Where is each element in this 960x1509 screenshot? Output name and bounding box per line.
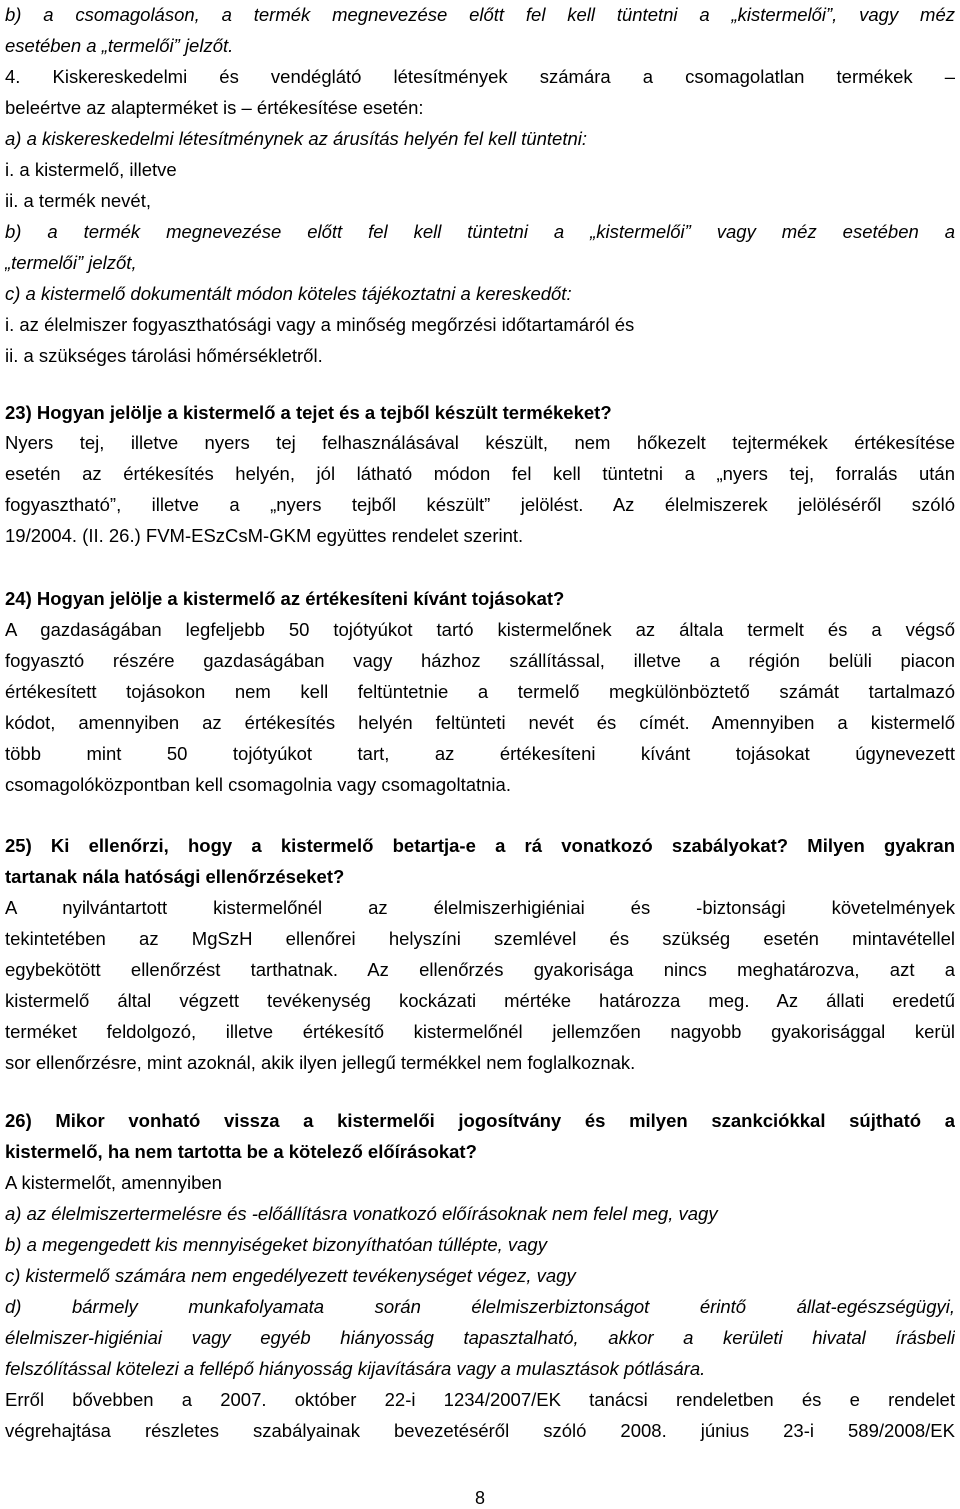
text-line: esetében a „termelői” jelzőt.: [5, 35, 234, 56]
question-heading-26-cont: kistermelő, ha nem tartotta be a kötelező előírásokat?: [5, 1141, 477, 1162]
text-line: beleértve az alapterméket is – értékesítése esetén:: [5, 97, 424, 118]
text-line: c) kistermelő számára nem engedélyezett tevékenységet végez, vagy: [5, 1265, 576, 1286]
text-line: esetén az értékesítés helyén, jól látható módon fel kell tüntetni a „nyers tej, forralás után: [5, 463, 955, 484]
question-heading-25: 25) Ki ellenőrzi, hogy a kistermelő betartja-e a rá vonatkozó szabályokat? Milyen gyakran: [5, 835, 955, 856]
text-line: kistermelő által végzett tevékenység kockázati mértéke határozza meg. Az állati eredetű: [5, 990, 955, 1011]
text-line: A gazdaságában legfeljebb 50 tojótyúkot tartó kistermelőnek az általa termelt és a végső: [5, 619, 955, 640]
page-number: 8: [474, 1488, 485, 1508]
text-line: A nyilvántartott kistermelőnél az élelmiszerhigiéniai és -biztonsági követelmények: [5, 897, 955, 918]
text-line: felszólítással kötelezi a fellépő hiányosság kijavítására vagy a mulasztások pótlására.: [5, 1358, 706, 1379]
text-line: csomagolóközpontban kell csomagolnia vagy csomagoltatnia.: [5, 774, 511, 795]
text-line: Nyers tej, illetve nyers tej felhasználásával készült, nem hőkezelt tejtermékek értékesítése: [5, 432, 955, 453]
text-line: ii. a szükséges tárolási hőmérsékletről.: [5, 345, 323, 366]
text-line: fogyasztó részére gazdaságában vagy házhoz szállítással, illetve a régión belüli piacon: [5, 650, 955, 671]
text-line: „termelői” jelzőt,: [5, 252, 137, 273]
text-line: i. a kistermelő, illetve: [5, 159, 177, 180]
text-line: végrehajtása részletes szabályainak bevezetéséről szóló 2008. június 23-i 589/2008/EK: [5, 1420, 955, 1441]
text-line: d) bármely munkafolyamata során élelmiszerbiztonságot érintő állat-egészségügyi,: [5, 1296, 955, 1317]
text-line: sor ellenőrzésre, mint azoknál, akik ilyen jellegű termékkel nem foglalkoznak.: [5, 1052, 636, 1073]
text-line: b) a megengedett kis mennyiségeket bizonyíthatóan túllépte, vagy: [5, 1234, 547, 1255]
text-line: c) a kistermelő dokumentált módon köteles tájékoztatni a kereskedőt:: [5, 283, 572, 304]
text-line: terméket feldolgozó, illetve értékesítő kistermelőnél jellemzően nagyobb gyakorisággal kerül: [5, 1021, 955, 1042]
text-line: kódot, amennyiben az értékesítés helyén feltünteti nevét és címét. Amennyiben a kistermelő: [5, 712, 955, 733]
text-line: egybekötött ellenőrzést tarthatnak. Az ellenőrzés gyakorisága nincs meghatározva, azt a: [5, 959, 955, 980]
text-line: fogyasztható”, illetve a „nyers tejből készült” jelölést. Az élelmiszerek jelöléséről szóló: [5, 494, 955, 515]
text-line: 19/2004. (II. 26.) FVM-ESzCsM-GKM együttes rendelet szerint.: [5, 525, 524, 546]
text-line: 4. Kiskereskedelmi és vendéglátó létesítmények számára a csomagolatlan termékek –: [5, 66, 955, 87]
question-heading-23: 23) Hogyan jelölje a kistermelő a tejet és a tejből készült termékeket?: [5, 402, 612, 423]
text-line: értékesített tojásokon nem kell feltüntetnie a termelő megkülönböztető számát tartalmazó: [5, 681, 955, 702]
question-heading-24: 24) Hogyan jelölje a kistermelő az értékesíteni kívánt tojásokat?: [5, 588, 565, 609]
text-line: b) a csomagoláson, a termék megnevezése előtt fel kell tüntetni a „kistermelői”, vagy méz: [5, 4, 955, 25]
text-line: a) a kiskereskedelmi létesítménynek az árusítás helyén fel kell tüntetni:: [5, 128, 588, 149]
text-line: i. az élelmiszer fogyaszthatósági vagy a minőség megőrzési időtartamáról és: [5, 314, 635, 335]
text-line: Erről bővebben a 2007. október 22-i 1234/2007/EK tanácsi rendeletben és e rendelet: [5, 1389, 955, 1410]
text-line: b) a termék megnevezése előtt fel kell tüntetni a „kistermelői” vagy méz esetében a: [5, 221, 955, 242]
text-line: több mint 50 tojótyúkot tart, az értékesíteni kívánt tojásokat úgynevezett: [5, 743, 955, 764]
text-line: a) az élelmiszertermelésre és -előállításra vonatkozó előírásoknak nem felel meg, vagy: [5, 1203, 718, 1224]
text-line: ii. a termék nevét,: [5, 190, 152, 211]
text-line: élelmiszer-higiéniai vagy egyéb hiányosság tapasztalható, akkor a kerületi hivatal írásbeli: [5, 1327, 955, 1348]
text-line: tekintetében az MgSzH ellenőrei helyszíni szemlével és szükség esetén mintavétellel: [5, 928, 955, 949]
text-line: A kistermelőt, amennyiben: [5, 1172, 222, 1193]
question-heading-25-cont: tartanak nála hatósági ellenőrzéseket?: [5, 866, 345, 887]
question-heading-26: 26) Mikor vonható vissza a kistermelői jogosítvány és milyen szankciókkal sújtható a: [5, 1110, 955, 1131]
